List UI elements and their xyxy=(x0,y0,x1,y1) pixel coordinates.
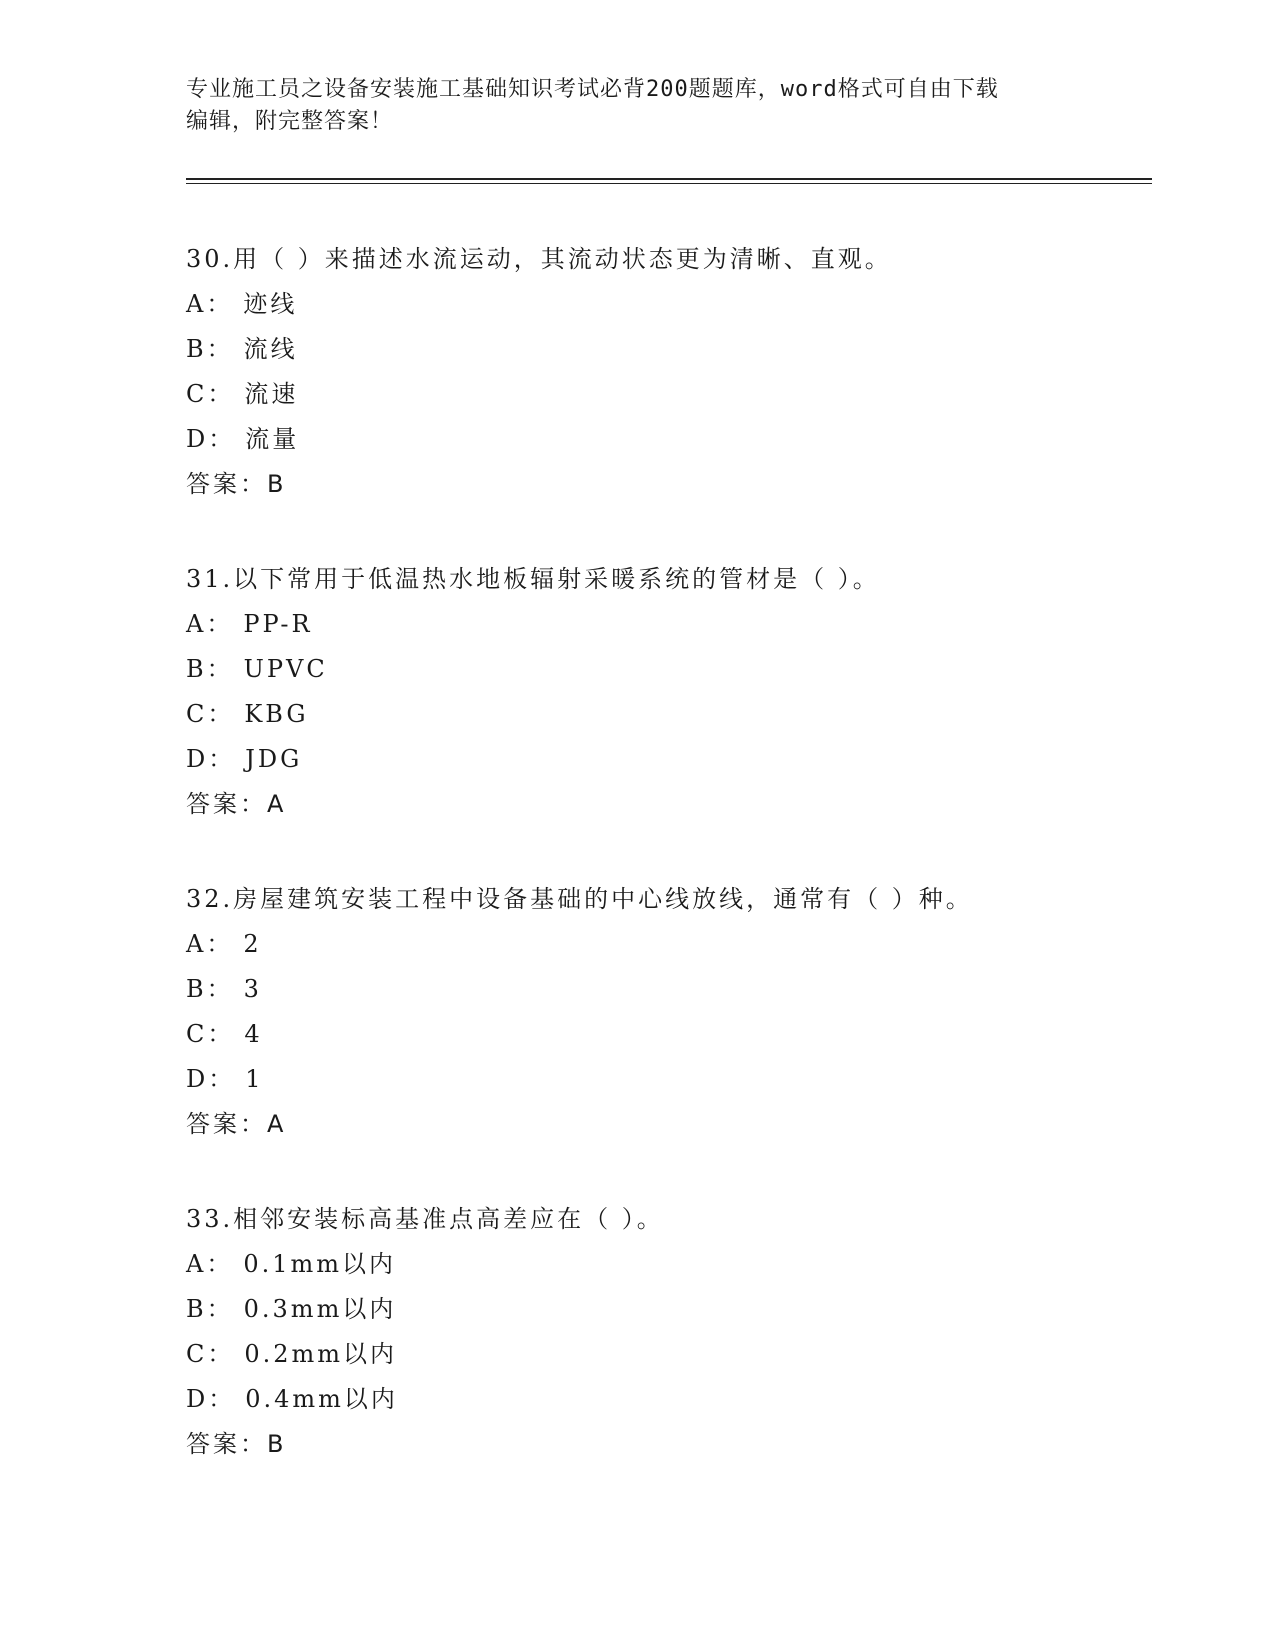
answer-line: 答案：A xyxy=(186,790,287,818)
option-text: 0.3mm以内 xyxy=(243,1295,397,1323)
document-header xyxy=(186,74,1086,138)
option-key: C： xyxy=(186,1020,235,1048)
option-text: 1 xyxy=(245,1065,264,1093)
option-c xyxy=(186,1012,1146,1057)
option-text: 流量 xyxy=(245,425,300,453)
header-title-line-1: 专业施工员之设备安装施工基础知识考试必背200题题库，word格式可自由下载 xyxy=(186,77,999,102)
option-text: 流线 xyxy=(243,335,298,363)
header-divider-thin xyxy=(186,183,1152,184)
option-b xyxy=(186,1287,1146,1332)
option-key: D： xyxy=(186,745,236,773)
option-key: B： xyxy=(186,975,234,1003)
option-b xyxy=(186,967,1146,1012)
option-key: B： xyxy=(186,335,234,363)
question-text: 30.用（ ）来描述水流运动，其流动状态更为清晰、直观。 xyxy=(186,245,892,273)
option-text: 2 xyxy=(243,930,262,958)
option-key: C： xyxy=(186,380,235,408)
option-key: C： xyxy=(186,700,235,728)
question-text: 32.房屋建筑安装工程中设备基础的中心线放线，通常有（ ）种。 xyxy=(186,885,973,913)
answer-line: 答案：A xyxy=(186,1110,287,1138)
option-key: A： xyxy=(186,930,234,958)
option-text: PP-R xyxy=(243,610,313,638)
option-d xyxy=(186,737,1146,782)
question-item xyxy=(186,1196,1146,1516)
option-text: 流速 xyxy=(244,380,299,408)
option-key: D： xyxy=(186,1065,236,1093)
answer-line: 答案：B xyxy=(186,1430,287,1458)
option-d xyxy=(186,1057,1146,1102)
option-text: UPVC xyxy=(243,655,328,683)
question-list xyxy=(186,236,1146,1516)
option-c xyxy=(186,1332,1146,1377)
option-key: B： xyxy=(186,1295,234,1323)
question-text: 31.以下常用于低温热水地板辐射采暖系统的管材是（ ）。 xyxy=(186,565,880,593)
option-d xyxy=(186,1377,1146,1422)
header-divider-thick xyxy=(186,178,1152,180)
option-b xyxy=(186,327,1146,372)
option-d xyxy=(186,417,1146,462)
option-a xyxy=(186,282,1146,327)
option-text: JDG xyxy=(245,745,303,773)
option-text: 4 xyxy=(244,1020,263,1048)
option-key: B： xyxy=(186,655,234,683)
option-key: A： xyxy=(186,290,234,318)
option-text: KBG xyxy=(244,700,309,728)
option-text: 0.4mm以内 xyxy=(245,1385,398,1413)
option-b xyxy=(186,647,1146,692)
option-key: D： xyxy=(186,425,236,453)
option-text: 0.1mm以内 xyxy=(243,1250,397,1278)
option-text: 3 xyxy=(243,975,262,1003)
option-key: D： xyxy=(186,1385,236,1413)
option-c xyxy=(186,692,1146,737)
question-text: 33.相邻安装标高基准点高差应在（ ）。 xyxy=(186,1205,664,1233)
option-text: 迹线 xyxy=(243,290,298,318)
option-a xyxy=(186,602,1146,647)
question-item xyxy=(186,556,1146,876)
option-key: C： xyxy=(186,1340,235,1368)
option-a xyxy=(186,1242,1146,1287)
question-item xyxy=(186,876,1146,1196)
option-key: A： xyxy=(186,610,234,638)
option-c xyxy=(186,372,1146,417)
option-a xyxy=(186,922,1146,967)
answer-line: 答案：B xyxy=(186,470,287,498)
header-title-line-2: 编辑，附完整答案！ xyxy=(186,109,394,134)
question-item xyxy=(186,236,1146,556)
option-text: 0.2mm以内 xyxy=(244,1340,398,1368)
option-key: A： xyxy=(186,1250,234,1278)
